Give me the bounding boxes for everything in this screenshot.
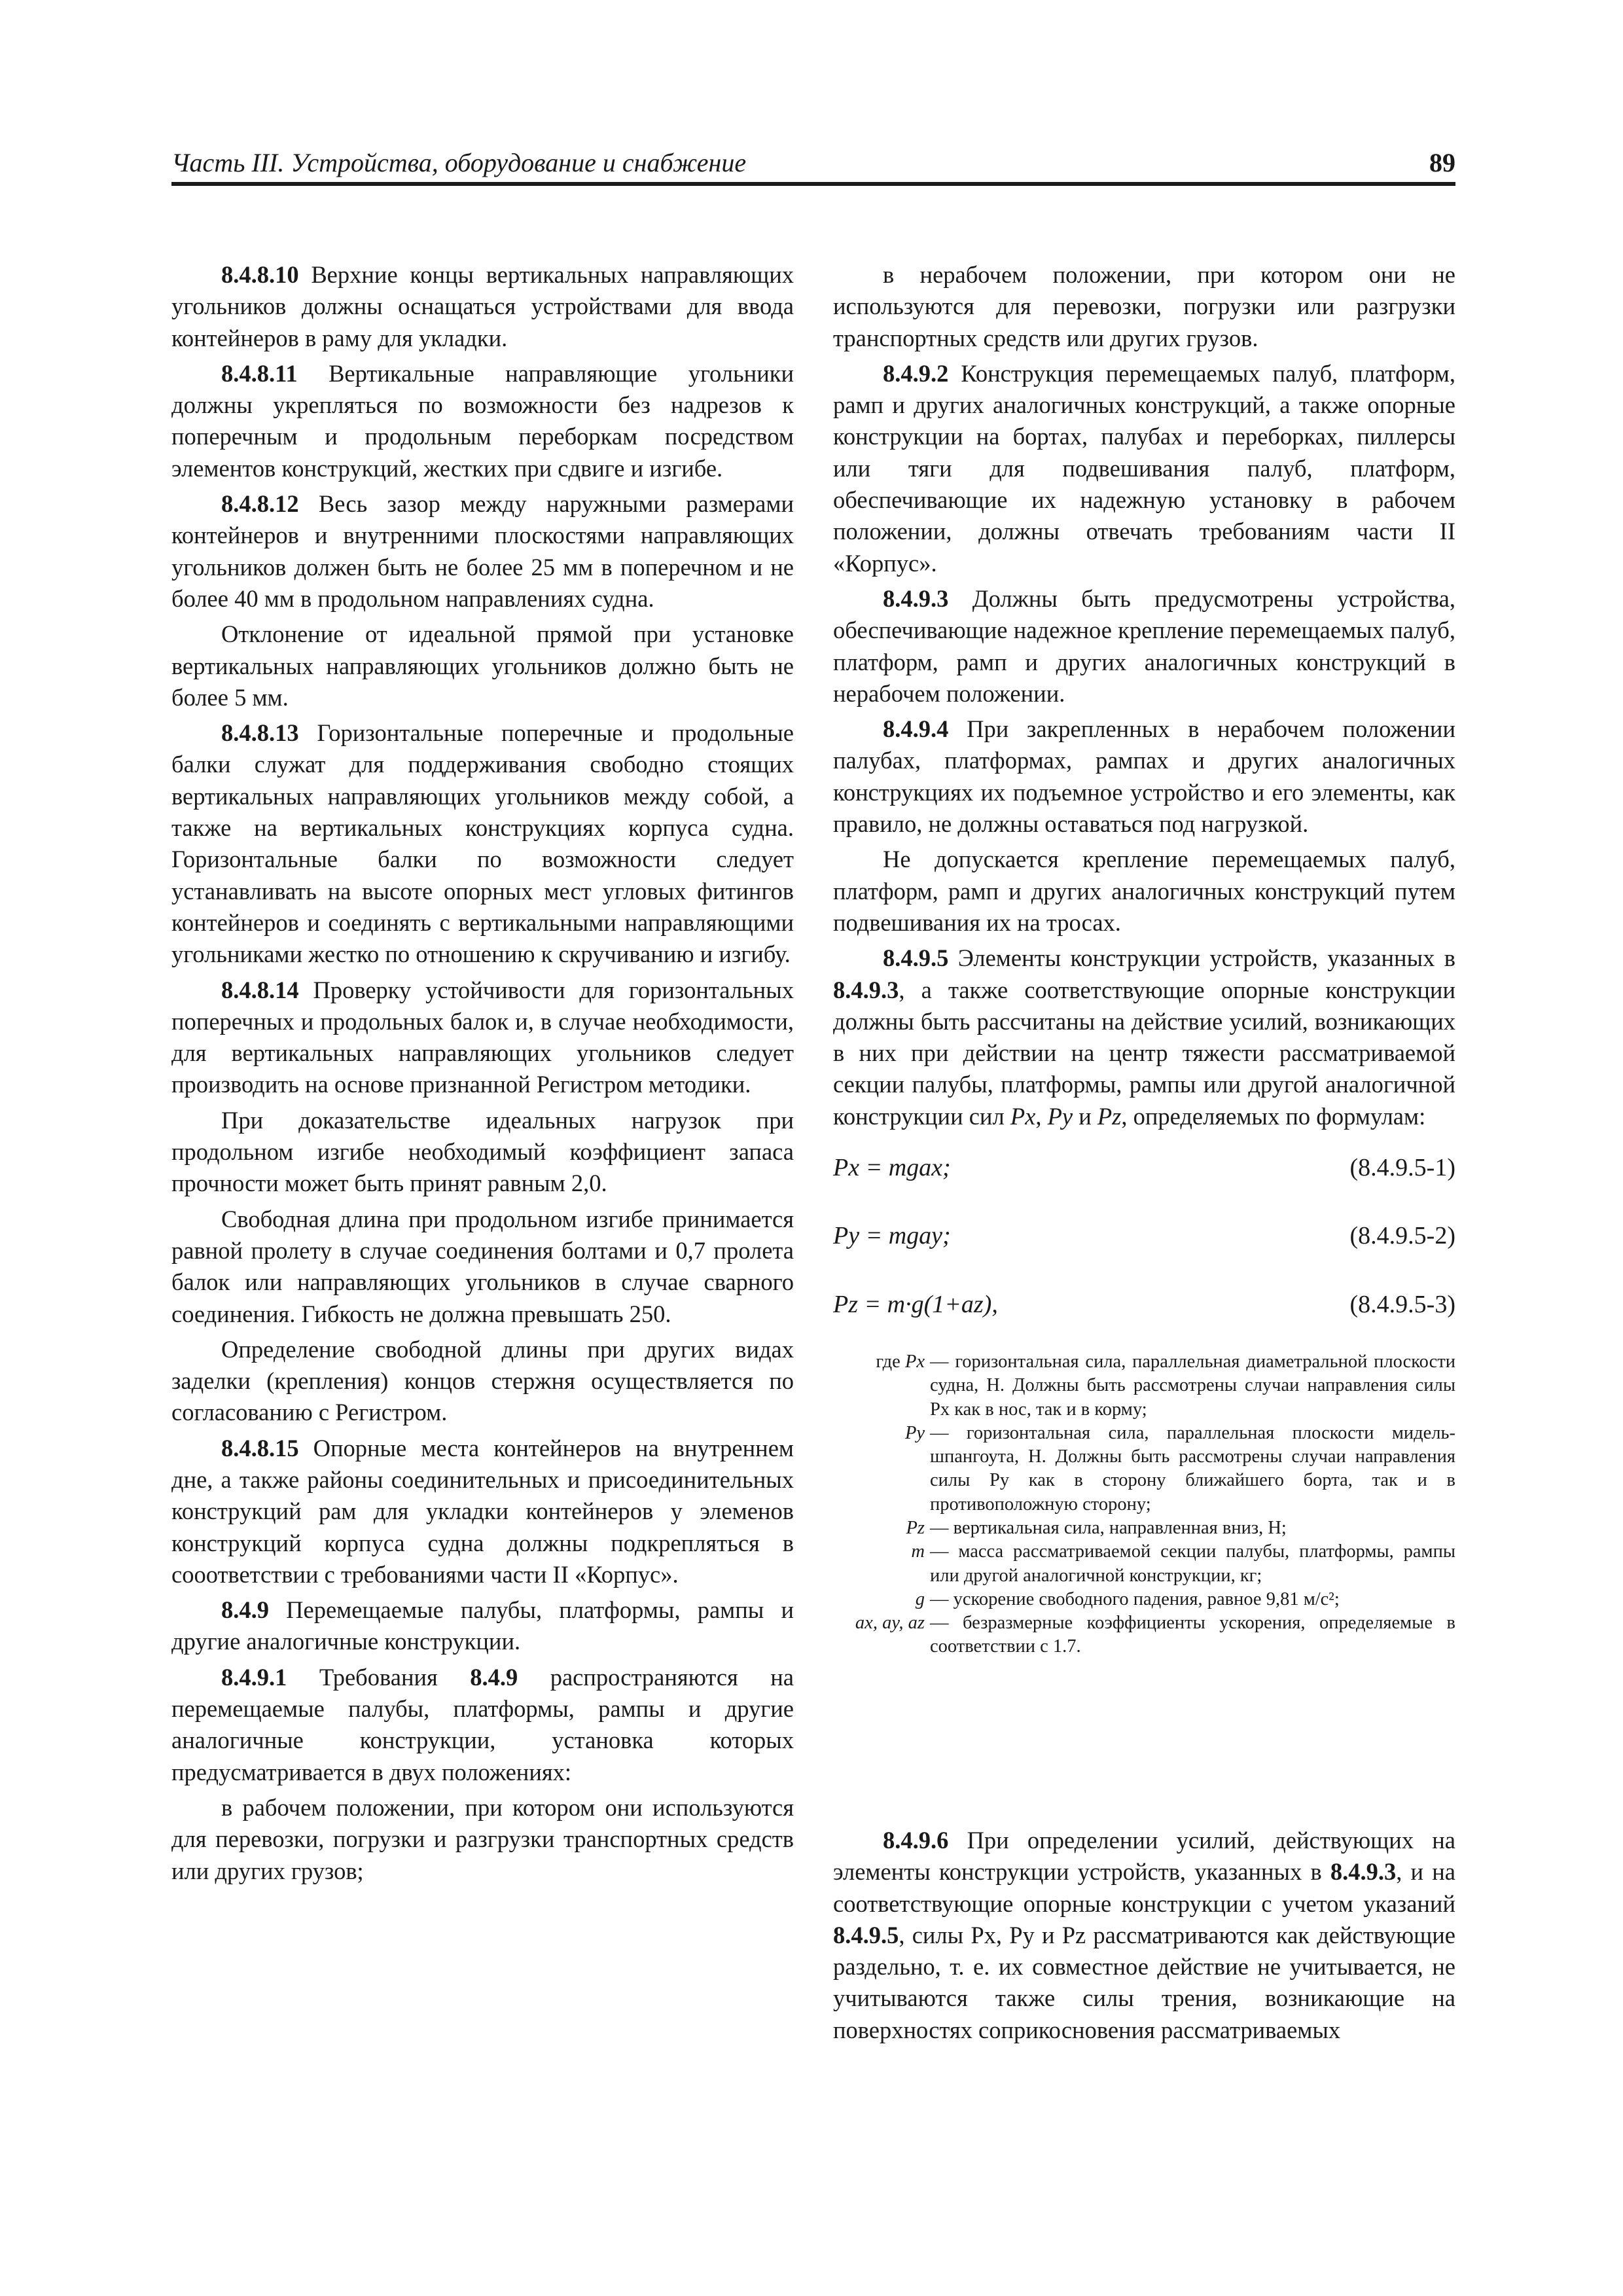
clause-text: При определении усилий, действующих на элементы конструкции устройств, указанных в	[833, 1827, 1455, 1886]
paragraph-8-4-9-1	[171, 1662, 794, 1788]
clause-number: 8.4.9.4	[883, 715, 949, 743]
clause-text: Весь зазор между наружными размерами контейнеров и внутренними плоскостями направляющих угольников должен быть не более 25 мм в поперечном и не более 40 мм в продольном направлениях судна.	[171, 490, 794, 612]
legend-row-pz	[833, 1516, 1455, 1540]
legend-row-py	[833, 1422, 1455, 1516]
clause-number: 8.4.8.10	[221, 261, 299, 288]
clause-reference: 8.4.9.3	[1330, 1858, 1397, 1886]
paragraph-8-4-8-10	[171, 259, 794, 354]
legend-text: — горизонтальная сила, параллельная плоскости мидель-шпангоута, Н. Должны быть рассмотрены случаи направления силы Py как в сторону ближайшего борта, так и в противоположную сторону;	[930, 1422, 1455, 1515]
paragraph-deviation: Отклонение от идеальной прямой при установке вертикальных направляющих угольников должно быть не более 5 мм.	[171, 620, 794, 711]
clause-number: 8.4.8.11	[221, 359, 298, 387]
clause-number: 8.4.8.12	[221, 490, 299, 518]
clause-text: , и на соответствующие опорные конструкции с учетом указаний	[833, 1858, 1455, 1917]
paragraph-no-ropes: Не допускается крепление перемещаемых палуб, платформ, рамп и других аналогичных конструкций путем подвешивания их на тросах.	[833, 846, 1455, 936]
symbol-pz: Pz	[1097, 1102, 1122, 1130]
legend-prefix: где	[876, 1351, 905, 1372]
formula-8-4-9-5-1	[833, 1152, 1455, 1183]
clause-reference: 8.4.9.5	[833, 1921, 899, 1948]
running-header	[171, 148, 1455, 186]
clause-text: При закрепленных в нерабочем положении палубах, платформах, рампах и других аналогичных конструкциях их подъемное устройство и его элементы, как правило, не должны оставаться под нагрузкой.	[833, 715, 1455, 838]
paragraph-8-4-9-2	[833, 358, 1455, 579]
paragraph-free-length-other: Определение свободной длины при других видах заделки (крепления) концов стержня осуществляется по согласованию с Регистром.	[171, 1335, 794, 1426]
section-title: Перемещаемые палубы, платформы, рампы и другие аналогичные конструкции.	[171, 1596, 794, 1655]
formula-8-4-9-5-3	[833, 1289, 1455, 1320]
clause-text: Элементы конструкции устройств, указанных в	[948, 944, 1455, 972]
clause-number: 8.4.9.3	[883, 584, 949, 612]
symbol-px: Px	[1010, 1102, 1036, 1130]
paragraph-8-4-8-15	[171, 1433, 794, 1590]
legend-symbol-a: ax, ay, az	[855, 1613, 925, 1634]
left-column	[171, 259, 794, 1891]
legend-symbol-pz: Pz	[906, 1517, 925, 1538]
paragraph-8-4-9-6	[833, 1825, 1455, 2046]
section-heading-8-4-9	[171, 1594, 794, 1658]
legend-text: — безразмерные коэффициенты ускорения, определяемые в соответствии с 1.7.	[930, 1613, 1455, 1657]
clause-text: Проверку устойчивости для горизонтальных поперечных и продольных балок и, в случае необходимости, для вертикальных направляющих угольников следует производить на основе признанной Регистром методики.	[171, 976, 794, 1098]
paragraph-8-4-8-13	[171, 717, 794, 970]
clause-text: Вертикальные направляющие угольники должны укрепляться по возможности без надрезов к поперечным и продольным переборкам посредством элементов конструкций, жестких при сдвиге и изгибе.	[171, 359, 794, 482]
clause-text: Требования	[287, 1663, 471, 1691]
clause-number: 8.4.8.13	[221, 719, 299, 747]
clause-number: 8.4.8.15	[221, 1434, 299, 1462]
legend-symbol-g: g	[915, 1588, 925, 1609]
clause-reference: 8.4.9	[470, 1663, 518, 1691]
clause-number: 8.4.8.14	[221, 976, 299, 1003]
paragraph-8-4-9-4	[833, 713, 1455, 840]
clause-number: 8.4.9.2	[883, 359, 949, 387]
separator: ,	[1035, 1102, 1048, 1130]
formula-legend	[833, 1350, 1455, 1659]
clause-number: 8.4.9.6	[883, 1827, 949, 1854]
legend-symbol-py: Py	[904, 1422, 925, 1443]
symbol-py: Py	[1047, 1102, 1073, 1130]
clause-text: Конструкция перемещаемых палуб, платформ, рамп и других аналогичных конструкций, а также опорные конструкции на бортах, палубах и переборках, пиллерсы или тяги для подвешивания палуб, платформ, обеспечивающие их надежную установку в рабочем положении, должны отвечать требованиям части II «Корпус».	[833, 359, 1455, 577]
clause-text: , силы Px, Py и Pz рассматриваются как действующие раздельно, т. е. их совместное действие не учитывается, не учитываются также силы трения, возникающие на поверхностях соприкосновения рассматриваемых	[833, 1921, 1455, 2043]
clause-number: 8.4.9.1	[221, 1663, 287, 1691]
legend-row-a	[833, 1611, 1455, 1659]
formula-8-4-9-5-2	[833, 1220, 1455, 1251]
formula-expression: Py = mgay;	[833, 1222, 951, 1250]
page-number: 89	[1429, 148, 1455, 177]
legend-row-m	[833, 1540, 1455, 1588]
legend-text: — вертикальная сила, направленная вниз, Н;	[930, 1517, 1287, 1538]
clause-reference: 8.4.9.3	[833, 976, 899, 1003]
legend-row-px	[833, 1350, 1455, 1422]
paragraph-working-position: в рабочем положении, при котором они используются для перевозки, погрузки и разгрузки транспортных средств или других грузов;	[171, 1793, 794, 1884]
legend-symbol-px: Px	[904, 1351, 925, 1372]
legend-text: — горизонтальная сила, параллельная диаметральной плоскости судна, Н. Должны быть рассмотрены случаи направления силы Px как в нос, так и в корму;	[930, 1351, 1455, 1420]
formula-number: (8.4.9.5-2)	[1349, 1222, 1455, 1250]
clause-text: Верхние концы вертикальных направляющих угольников должны оснащаться устройствами для ввода контейнеров в раму для укладки.	[171, 261, 794, 351]
legend-text: — ускорение свободного падения, равное 9,81 м/с²;	[930, 1588, 1340, 1609]
clause-text: Должны быть предусмотрены устройства, обеспечивающие надежное крепление перемещаемых палуб, платформ, рамп и других аналогичных конструкций в нерабочем положении.	[833, 584, 1455, 707]
clause-text: распространяются на перемещаемые палубы, платформы, рампы и другие аналогичные конструкции, установка которых предусматривается в двух положениях:	[171, 1663, 794, 1785]
clause-text: Опорные места контейнеров на внутреннем дне, а также районы соединительных и присоединительных конструкций рам для укладки контейнеров у элеменов конструкций корпуса судна должны подкрепляться в сооответствии с требованиями части II «Корпус».	[171, 1434, 794, 1588]
section-number: 8.4.9	[221, 1596, 269, 1624]
paragraph-safety-factor: При доказательстве идеальных нагрузок при продольном изгибе необходимый коэффициент запаса прочности может быть принят равным 2,0.	[171, 1106, 794, 1197]
separator: и	[1073, 1102, 1097, 1130]
formula-number: (8.4.9.5-1)	[1349, 1154, 1455, 1182]
right-column	[833, 259, 1455, 1659]
clause-text: , а также соответствующие опорные конструкции должны быть рассчитаны на действие усилий, возникающих в них при действии на центр тяжести рассматриваемой секции палубы, платформы, рампы или другой аналогичной конструкции сил	[833, 976, 1455, 1130]
paragraph-8-4-9-3	[833, 583, 1455, 709]
paragraph-8-4-8-14	[171, 975, 794, 1101]
formula-number: (8.4.9.5-3)	[1349, 1290, 1455, 1318]
formula-expression: Pz = m·g(1+az),	[833, 1290, 998, 1318]
paragraph-8-4-8-11	[171, 358, 794, 484]
paragraph-8-4-8-12	[171, 488, 794, 615]
clause-number: 8.4.9.5	[883, 944, 949, 972]
clause-text: Горизонтальные поперечные и продольные балки служат для поддерживания свободно стоящих вертикальных направляющих угольников между собой, а также на вертикальных конструкциях корпуса судна. Горизонтальные балки по возможности следует устанавливать на высоте опорных мест угловых фитингов контейнеров и соединять с вертикальными направляющими угольниками жестко по отношению к скручиванию и изгибу.	[171, 719, 794, 968]
running-header-title: Часть III. Устройства, оборудование и снабжение	[171, 148, 747, 177]
legend-text: — масса рассматриваемой секции палубы, платформы, рампы или другой аналогичной конструкции, кг;	[930, 1541, 1455, 1586]
paragraph-8-4-9-5	[833, 942, 1455, 1132]
legend-symbol	[833, 1350, 930, 1374]
legend-symbol-m: m	[911, 1541, 925, 1562]
paragraph-free-length: Свободная длина при продольном изгибе принимается равной пролету в случае соединения болтами и 0,7 пролета балок или направляющих угольников в случае сварного соединения. Гибкость не должна превышать 250.	[171, 1205, 794, 1327]
clause-text: , определяемых по формулам:	[1121, 1102, 1426, 1130]
paragraph-idle-position: в нерабочем положении, при котором они не используются для перевозки, погрузки или разгрузки транспортных средств или других грузов.	[833, 261, 1455, 351]
legend-row-g	[833, 1588, 1455, 1611]
right-column-lower	[833, 1825, 1455, 2050]
formula-expression: Px = mgax;	[833, 1154, 951, 1182]
